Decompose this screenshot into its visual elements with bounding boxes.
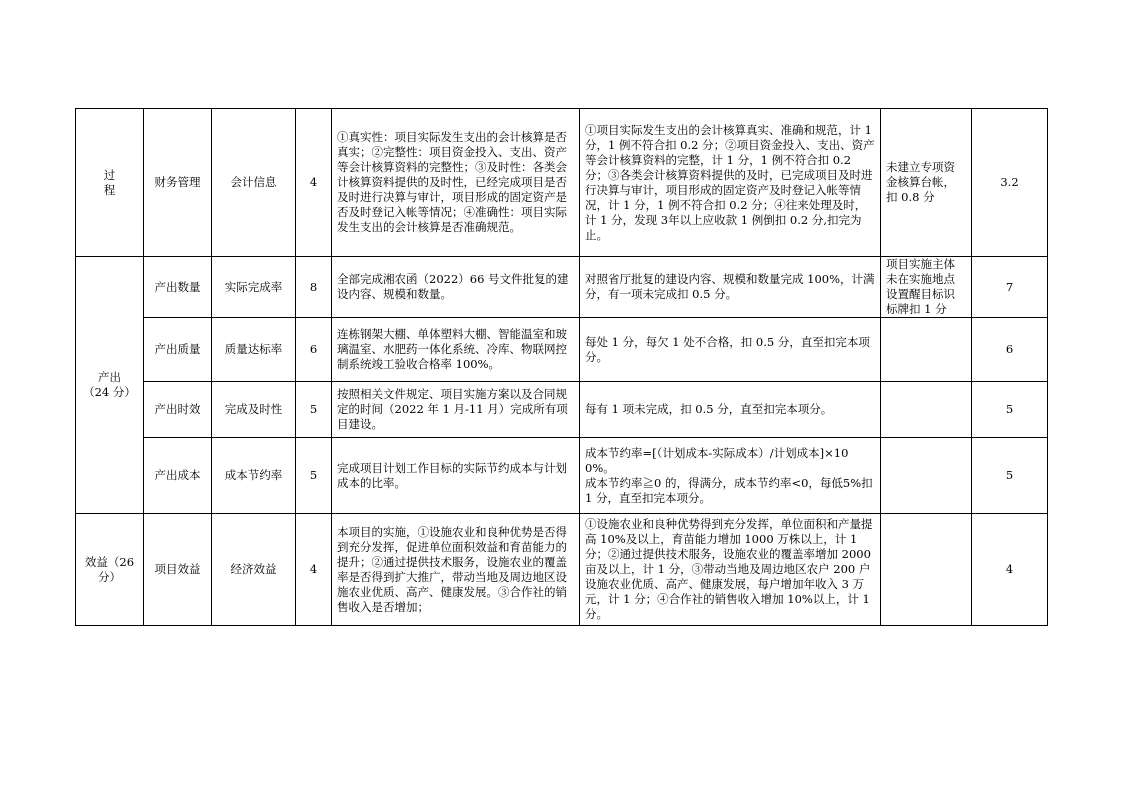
description-cell: 本项目的实施，①设施农业和良种优势是否得到充分发挥，促进单位面积效益和育苗能力的提升；②通过提供技术服务，设施农业的覆盖率是否得到扩大推广，带动当地及周边地区设施农业优质、高产、健康发展。③合作社的销售收入是否增加； xyxy=(332,514,580,626)
weight-cell: 4 xyxy=(296,109,332,257)
tertiary-indicator-cell: 会计信息 xyxy=(212,109,296,257)
criteria-cell: ①设施农业和良种优势得到充分发挥，单位面积和产量提高 10%及以上，育苗能力增加 1000 万株以上，计 1 分；②通过提供技术服务，设施农业的覆盖率增加 2000 亩及以上，计 1 分，③带动当地及周边地区农户 200 户设施农业优质、高产、健康发展，每户增加年收入 3 万元，计 1 分；④合作社的销售收入增加 10%以上，计 1 分。 xyxy=(580,514,881,626)
criteria-cell: 对照省厅批复的建设内容、规模和数量完成 100%，计满分，有一项未完成扣 0.5 分。 xyxy=(580,257,881,318)
score-cell: 5 xyxy=(972,382,1048,438)
weight-cell: 4 xyxy=(296,514,332,626)
criteria-cell: 每有 1 项未完成，扣 0.5 分，直至扣完本项分。 xyxy=(580,382,881,438)
description-cell: ①真实性：项目实际发生支出的会计核算是否真实；②完整性：项目资金投入、支出、资产等会计核算资料的完整性；③及时性：各类会计核算资料提供的及时性，已经完成项目是否及时进行决算与审计，项目形成的固定资产是否及时登记入帐等情况；④准确性：项目实际发生支出的会计核算是否准确规范。 xyxy=(332,109,580,257)
score-cell: 6 xyxy=(972,318,1048,382)
tertiary-indicator-cell: 完成及时性 xyxy=(212,382,296,438)
secondary-indicator-cell: 产出数量 xyxy=(144,257,212,318)
primary-indicator-cell: 产出 （24 分） xyxy=(76,257,144,514)
primary-indicator-cell: 过 程 xyxy=(76,109,144,257)
remark-cell: 未建立专项资金核算台帐，扣 0.8 分 xyxy=(881,109,972,257)
secondary-indicator-cell: 项目效益 xyxy=(144,514,212,626)
table-row xyxy=(76,438,1048,514)
score-cell: 7 xyxy=(972,257,1048,318)
description-cell: 完成项目计划工作目标的实际节约成本与计划成本的比率。 xyxy=(332,438,580,514)
description-cell: 连栋钢架大棚、单体塑料大棚、智能温室和玻璃温室、水肥药一体化系统、冷库、物联网控制系统竣工验收合格率 100%。 xyxy=(332,318,580,382)
criteria-cell: ①项目实际发生支出的会计核算真实、准确和规范，计 1 分，1 例不符合扣 0.2 分；②项目资金投入、支出、资产等会计核算资料的完整，计 1 分，1 例不符合扣 0.2 分；③各类会计核算资料提供的及时，已完成项目及时进行决算与审计，项目形成的固定资产及时登记入帐等情况，计 1 分，1 例不符合扣 0.2 分；④往来处理及时，计 1 分，发现 3年以上应收款 1 例倒扣 0.2 分,扣完为止。 xyxy=(580,109,881,257)
weight-cell: 8 xyxy=(296,257,332,318)
secondary-indicator-cell: 产出成本 xyxy=(144,438,212,514)
remark-cell xyxy=(881,318,972,382)
tertiary-indicator-cell: 实际完成率 xyxy=(212,257,296,318)
primary-indicator-cell: 效益（26 分） xyxy=(76,514,144,626)
weight-cell: 6 xyxy=(296,318,332,382)
score-cell: 4 xyxy=(972,514,1048,626)
secondary-indicator-cell: 产出质量 xyxy=(144,318,212,382)
table-row xyxy=(76,318,1048,382)
table-row xyxy=(76,109,1048,257)
table-row xyxy=(76,514,1048,626)
description-cell: 全部完成湘农函（2022）66 号文件批复的建设内容、规模和数量。 xyxy=(332,257,580,318)
tertiary-indicator-cell: 质量达标率 xyxy=(212,318,296,382)
evaluation-table xyxy=(75,108,1048,626)
score-cell: 3.2 xyxy=(972,109,1048,257)
description-cell: 按照相关文件规定、项目实施方案以及合同规定的时间（2022 年 1 月-11 月）完成所有项目建设。 xyxy=(332,382,580,438)
table-row xyxy=(76,382,1048,438)
score-cell: 5 xyxy=(972,438,1048,514)
remark-cell xyxy=(881,514,972,626)
secondary-indicator-cell: 财务管理 xyxy=(144,109,212,257)
criteria-cell: 成本节约率=[（计划成本-实际成本）/计划成本]×100%。 成本节约率≧0 的，得满分，成本节约率<0，每低5%扣 1 分，直至扣完本项分。 xyxy=(580,438,881,514)
tertiary-indicator-cell: 成本节约率 xyxy=(212,438,296,514)
weight-cell: 5 xyxy=(296,382,332,438)
tertiary-indicator-cell: 经济效益 xyxy=(212,514,296,626)
remark-cell xyxy=(881,382,972,438)
weight-cell: 5 xyxy=(296,438,332,514)
remark-cell: 项目实施主体未在实施地点设置醒目标识标牌扣 1 分 xyxy=(881,257,972,318)
criteria-cell: 每处 1 分，每欠 1 处不合格，扣 0.5 分，直至扣完本项分。 xyxy=(580,318,881,382)
secondary-indicator-cell: 产出时效 xyxy=(144,382,212,438)
table-row xyxy=(76,257,1048,318)
remark-cell xyxy=(881,438,972,514)
